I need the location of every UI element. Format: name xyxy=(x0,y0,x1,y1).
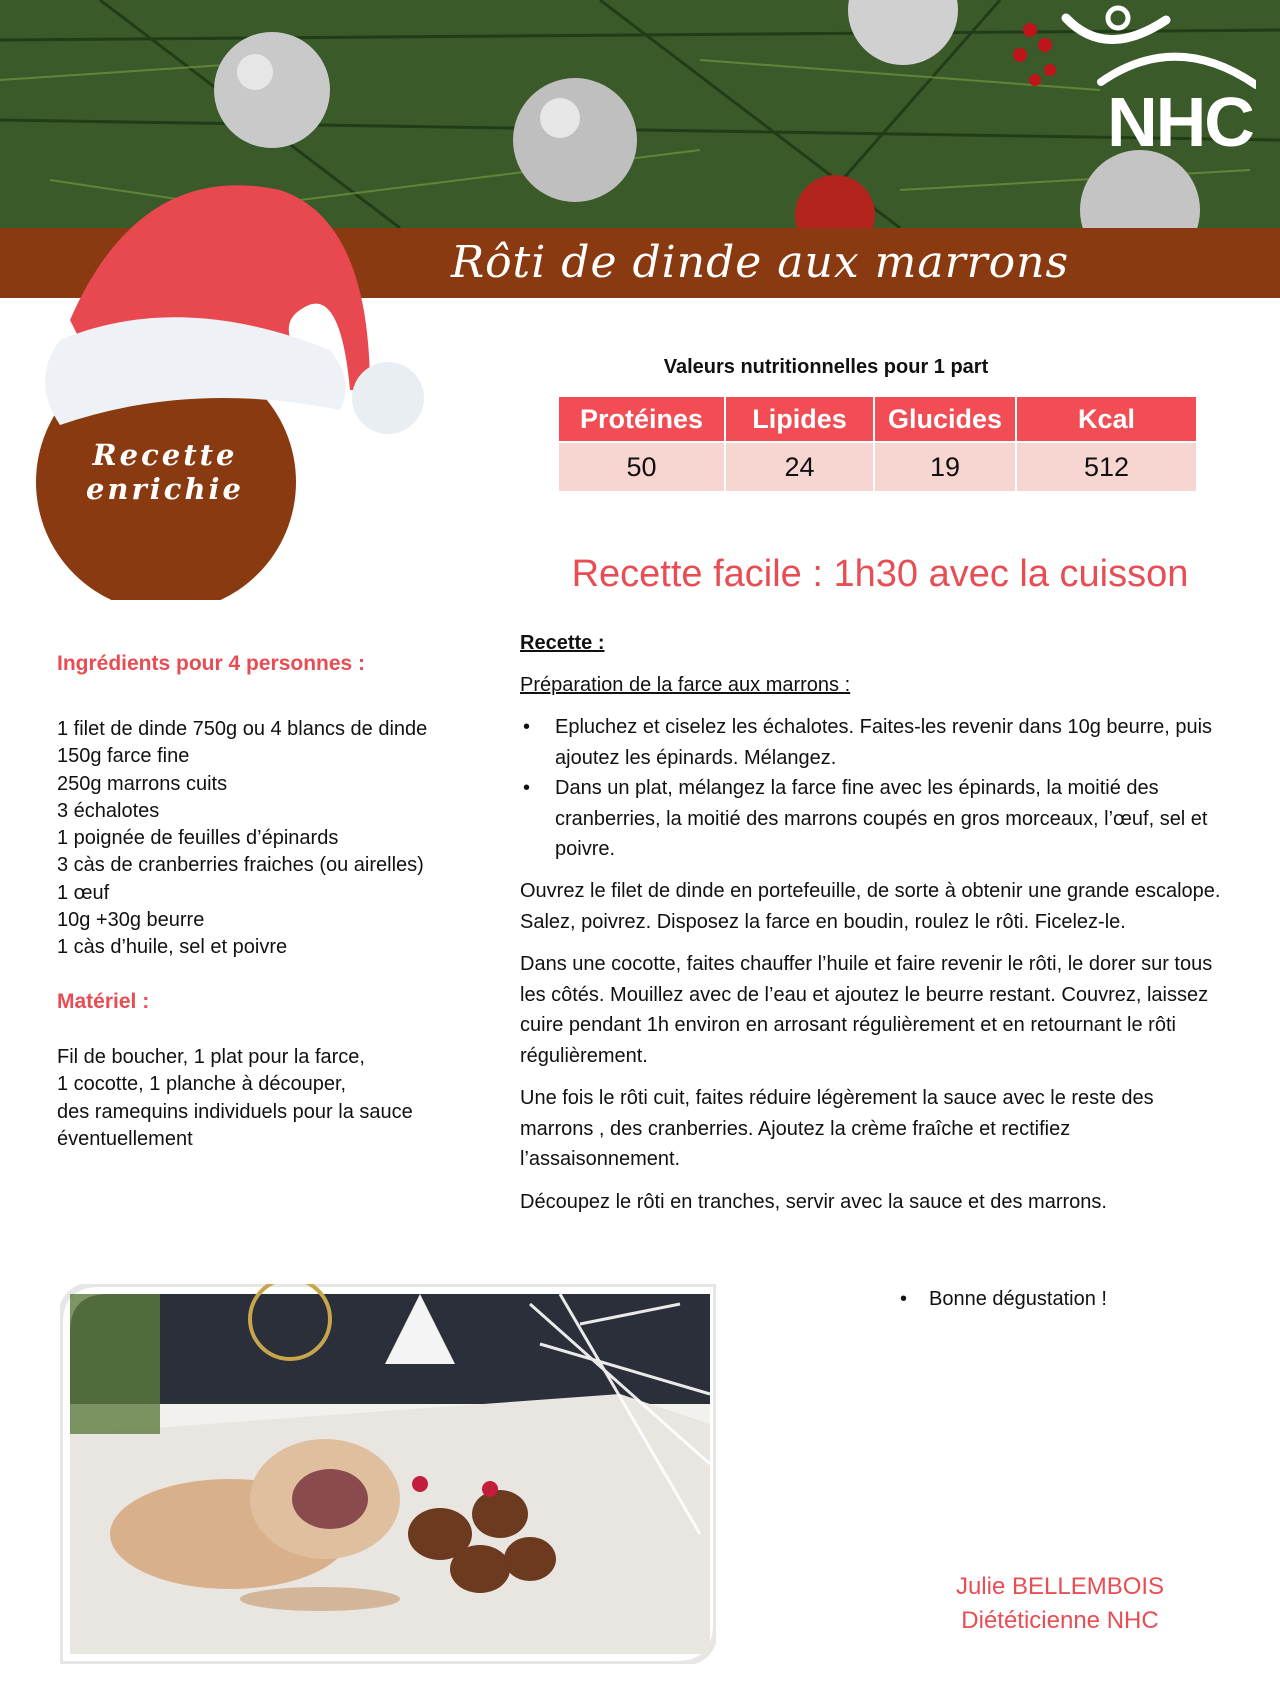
badge-line-2: enrichie xyxy=(85,472,245,506)
logo-text: NHC xyxy=(1107,83,1253,161)
ingredient-item: 150g farce fine xyxy=(57,745,190,768)
nutrition-header-row xyxy=(558,396,1197,442)
dish-photo xyxy=(60,1284,716,1664)
santa-hat-icon xyxy=(20,180,440,600)
recipe-paragraph: Ouvrez le filet de dinde en portefeuille, de sorte à obtenir une grande escalope. Salez, poivrez. Disposez la farce en boudin, roulez le rôti. Ficelez-le. xyxy=(520,880,1221,933)
material-line: Fil de boucher, 1 plat pour la farce, xyxy=(57,1046,365,1068)
author-signature xyxy=(900,1570,1220,1638)
ingredient-item: 1 œuf xyxy=(57,881,110,904)
recette-enrichie-badge xyxy=(60,438,270,506)
material-line: des ramequins individuels pour la sauce xyxy=(57,1100,413,1123)
nutrition-header: Kcal xyxy=(1016,396,1197,442)
material-title: Matériel : xyxy=(57,990,150,1013)
nutrition-table xyxy=(557,395,1198,493)
ingredient-item: 250g marrons cuits xyxy=(57,772,228,795)
silver-ornament-1 xyxy=(214,32,330,148)
closing-note xyxy=(900,1288,1107,1311)
recipe-paragraph: Découpez le rôti en tranches, servir avec la sauce et des marrons. xyxy=(520,1190,1107,1213)
ingredient-item: 3 échalotes xyxy=(57,799,160,822)
nutrition-header: Glucides xyxy=(874,396,1016,442)
nutrition-value-row xyxy=(558,442,1197,492)
ingredients-list xyxy=(57,716,427,962)
material-line: éventuellement xyxy=(57,1127,193,1150)
bullet-icon: • xyxy=(523,777,531,799)
difficulty-heading: Recette facile : 1h30 avec la cuisson xyxy=(571,553,1189,595)
nutrition-caption: Valeurs nutritionnelles pour 1 part xyxy=(663,356,989,378)
ingredient-item: 1 poignée de feuilles d’épinards xyxy=(57,827,339,850)
nutrition-value: 19 xyxy=(874,442,1016,492)
prep-step-text: Epluchez et ciselez les échalotes. Faites-les revenir dans 10g beurre, puis ajoutez les épinards. Mélangez. xyxy=(555,716,1213,769)
recipe-paragraphs xyxy=(520,876,1225,1229)
ingredient-item: 1 càs d’huile, sel et poivre xyxy=(57,936,288,959)
material-line: 1 cocotte, 1 planche à découper, xyxy=(57,1073,347,1096)
badge-line-1: Recette xyxy=(92,438,238,472)
nutrition-header: Lipides xyxy=(725,396,874,442)
prep-title: Préparation de la farce aux marrons : xyxy=(520,674,851,696)
recipe-title: Recette : xyxy=(520,632,605,654)
bullet-icon: • xyxy=(523,716,531,738)
nutrition-value: 512 xyxy=(1016,442,1197,492)
nutrition-value: 24 xyxy=(725,442,874,492)
prep-step xyxy=(520,773,1220,865)
prep-steps-list xyxy=(520,712,1220,865)
silver-ornament-2 xyxy=(513,78,637,202)
ingredient-item: 10g +30g beurre xyxy=(57,909,205,932)
recipe-paragraph: Une fois le rôti cuit, faites réduire légèrement la sauce avec le reste des marrons , des cranberries. Ajoutez la crème fraîche et rectifiez l’assaisonnement. xyxy=(520,1087,1154,1170)
nutrition-header: Protéines xyxy=(558,396,725,442)
ingredient-item: 1 filet de dinde 750g ou 4 blancs de dinde xyxy=(57,718,428,740)
author-role: Diététicienne NHC xyxy=(961,1607,1159,1634)
closing-text: Bonne dégustation ! xyxy=(929,1288,1107,1310)
material-text xyxy=(57,1044,477,1153)
ingredient-item: 3 càs de cranberries fraiches (ou airelles) xyxy=(57,854,424,877)
author-name: Julie BELLEMBOIS xyxy=(955,1573,1165,1600)
page-title: Rôti de dinde aux marrons xyxy=(450,237,1070,288)
recipe-paragraph: Dans une cocotte, faites chauffer l’huile et faire revenir le rôti, le dorer sur tous les côtés. Mouillez avec de l’eau et ajoutez le beurre restant. Couvrez, laissez cuire pendant 1h environ en arrosant régulièrement et en retournant le rôti régulièrement. xyxy=(520,953,1213,1067)
prep-step xyxy=(520,712,1220,773)
prep-step-text: Dans un plat, mélangez la farce fine avec les épinards, la moitié des cranberries, la moitié des marrons coupés en gros morceaux, l’œuf, sel et poivre. xyxy=(555,777,1208,860)
bullet-icon: • xyxy=(900,1288,908,1310)
nutrition-value: 50 xyxy=(558,442,725,492)
ingredients-title: Ingrédients pour 4 personnes : xyxy=(57,652,366,675)
